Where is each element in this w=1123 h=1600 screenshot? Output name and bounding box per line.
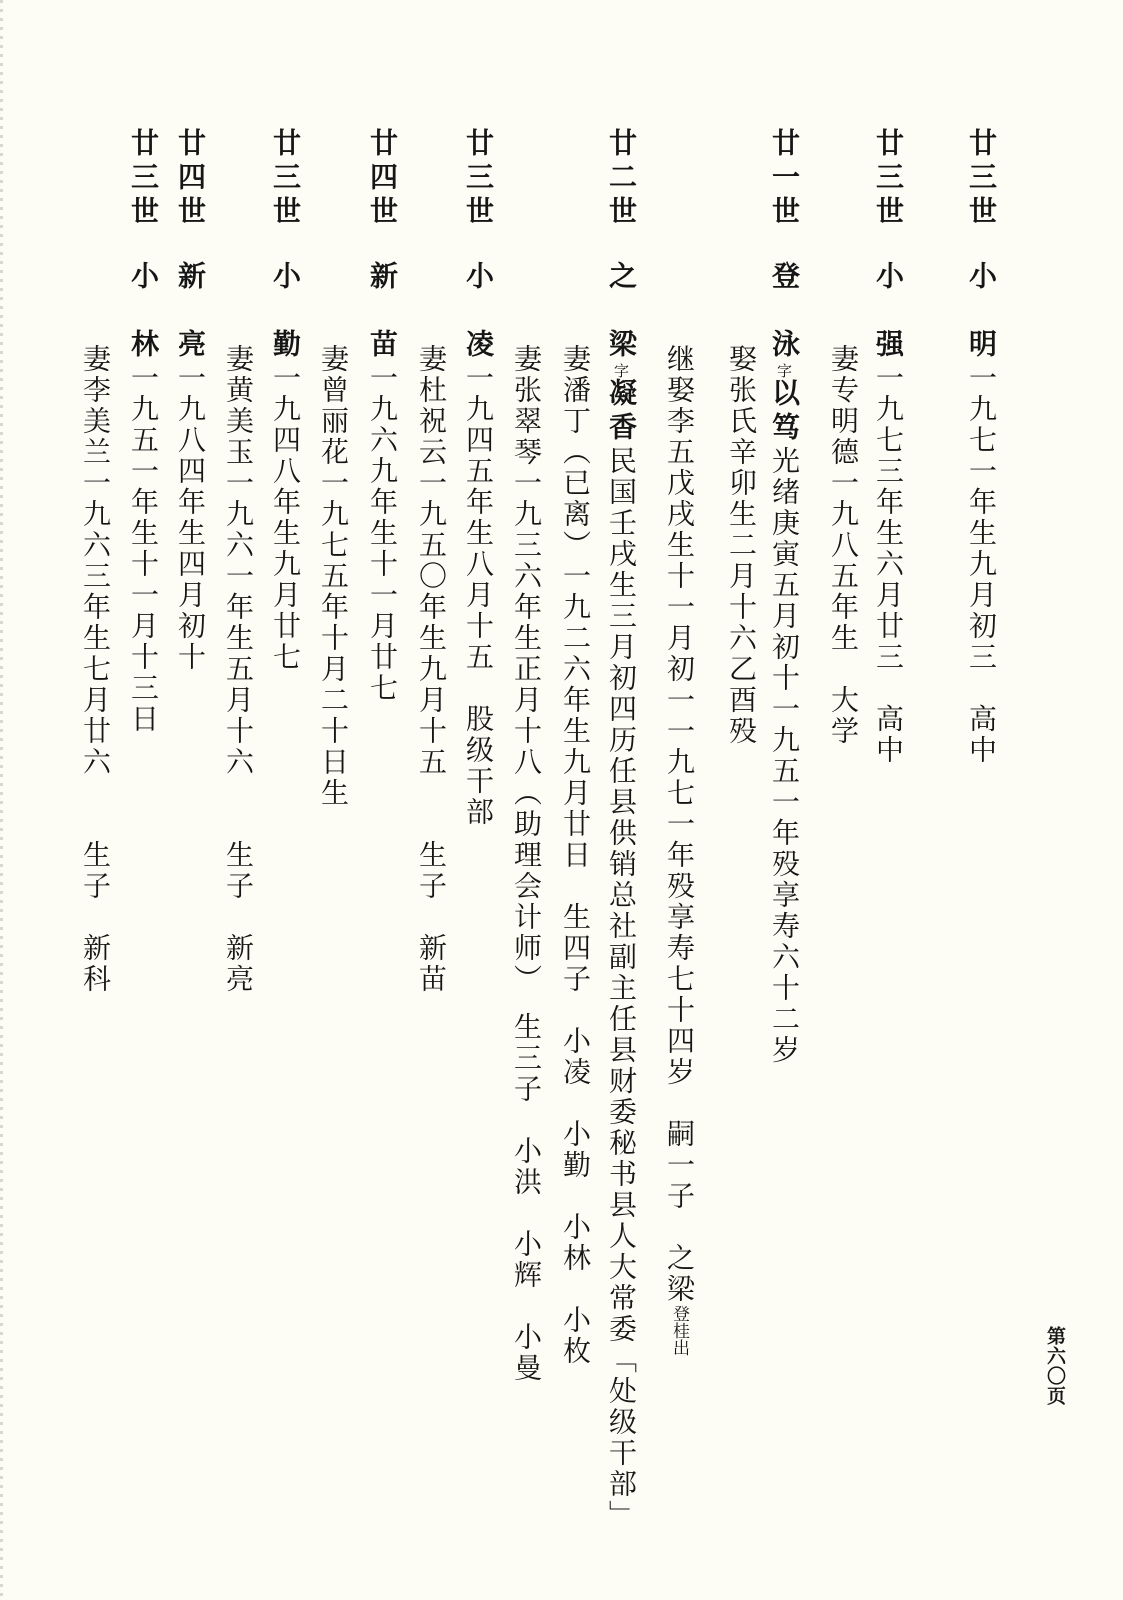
entry-column-16 [167, 128, 213, 673]
entry-column-9 [503, 344, 549, 1384]
courtesy-name-marker: 字 [775, 363, 793, 378]
entry-column-7 [598, 128, 644, 1531]
spouse-text: 妻黄美玉一九六一年生五月十六 生子 新亮 [222, 344, 255, 995]
person-name: 新 苗 [366, 261, 399, 363]
entry-text: 一九四五年生八月十五 股级干部 [462, 363, 495, 828]
person-name: 小 凌 [462, 261, 495, 363]
entry-column-4 [761, 128, 807, 1066]
entry-text: 一九六九年生十一月廿七 [366, 363, 399, 704]
person-name: 小 林 [127, 261, 160, 363]
generation-label: 廿三世 [965, 128, 998, 230]
entry-column-10 [455, 128, 501, 828]
person-name: 之 梁 [605, 261, 638, 363]
page-number: 第六〇页 [1044, 1326, 1066, 1406]
spouse-text: 娶张氏辛卯生二月十六乙酉殁 [725, 344, 758, 747]
spouse-text: 妻专明德一九八五年生 大学 [827, 344, 860, 747]
person-name: 小 勤 [269, 261, 302, 363]
entry-column-8 [552, 344, 598, 1367]
entry-text: 光绪庚寅五月初十一九五一年殁享寿六十二岁 [768, 446, 801, 1066]
generation-label: 廿四世 [174, 128, 207, 230]
entry-text: 一九四八年生九月廿七 [269, 363, 302, 673]
entry-text: 民国壬戌生三月初四历任县供销总社副主任县财委秘书县人大常委「处级干部」 [605, 446, 638, 1531]
entry-column-1 [958, 128, 1004, 766]
spouse-text: 妻曾丽花一九七五年十月二十日生 [317, 344, 350, 809]
adoption-note: 登桂出 [669, 1305, 689, 1356]
spouse-text: 继娶李五戊戌生十一月初一一九七一年殁享寿七十四岁 嗣一子 之梁 [663, 344, 696, 1305]
courtesy-name-marker: 字 [612, 363, 630, 378]
entry-column-6 [656, 344, 702, 1356]
entry-column-12 [359, 128, 405, 704]
entry-text: 一九七三年生六月廿三 高中 [872, 363, 905, 766]
person-name: 新 亮 [174, 261, 207, 363]
binding-edge [0, 0, 3, 1600]
entry-column-3 [820, 344, 866, 747]
person-name: 小 明 [965, 261, 998, 363]
generation-label: 廿四世 [366, 128, 399, 230]
person-name: 小 强 [872, 261, 905, 363]
entry-column-2 [865, 128, 911, 766]
entry-column-14 [262, 128, 308, 673]
entry-column-18 [72, 344, 118, 995]
courtesy-name: 凝香 [605, 378, 638, 446]
spouse-text: 妻张翠琴一九三六年生正月十八（助理会计师） 生三子 小洪 小辉 小曼 [510, 344, 543, 1384]
spouse-text: 妻杜祝云一九五〇年生九月十五 生子 新苗 [415, 344, 448, 995]
entry-column-5 [718, 344, 764, 747]
entry-column-15 [215, 344, 261, 995]
generation-label: 廿三世 [462, 128, 495, 230]
spouse-text: 妻潘丁（已离）一九二六年生九月廿日 生四子 小凌 小勤 小林 小枚 [559, 344, 592, 1367]
generation-label: 廿二世 [605, 128, 638, 230]
generation-label: 廿三世 [269, 128, 302, 230]
entry-text: 一九七一年生九月初三 高中 [965, 363, 998, 766]
generation-label: 廿一世 [768, 128, 801, 230]
courtesy-name: 以笃 [768, 378, 801, 446]
entry-text: 一九八四年生四月初十 [174, 363, 207, 673]
entry-column-13 [310, 344, 356, 809]
person-name: 登 泳 [768, 261, 801, 363]
entry-text: 一九五一年生十一月十三日 [127, 363, 160, 735]
entry-column-11 [408, 344, 454, 995]
generation-label: 廿三世 [872, 128, 905, 230]
generation-label: 廿三世 [127, 128, 160, 230]
entry-column-17 [120, 128, 166, 735]
spouse-text: 妻李美兰一九六三年生七月廿六 生子 新科 [79, 344, 112, 995]
